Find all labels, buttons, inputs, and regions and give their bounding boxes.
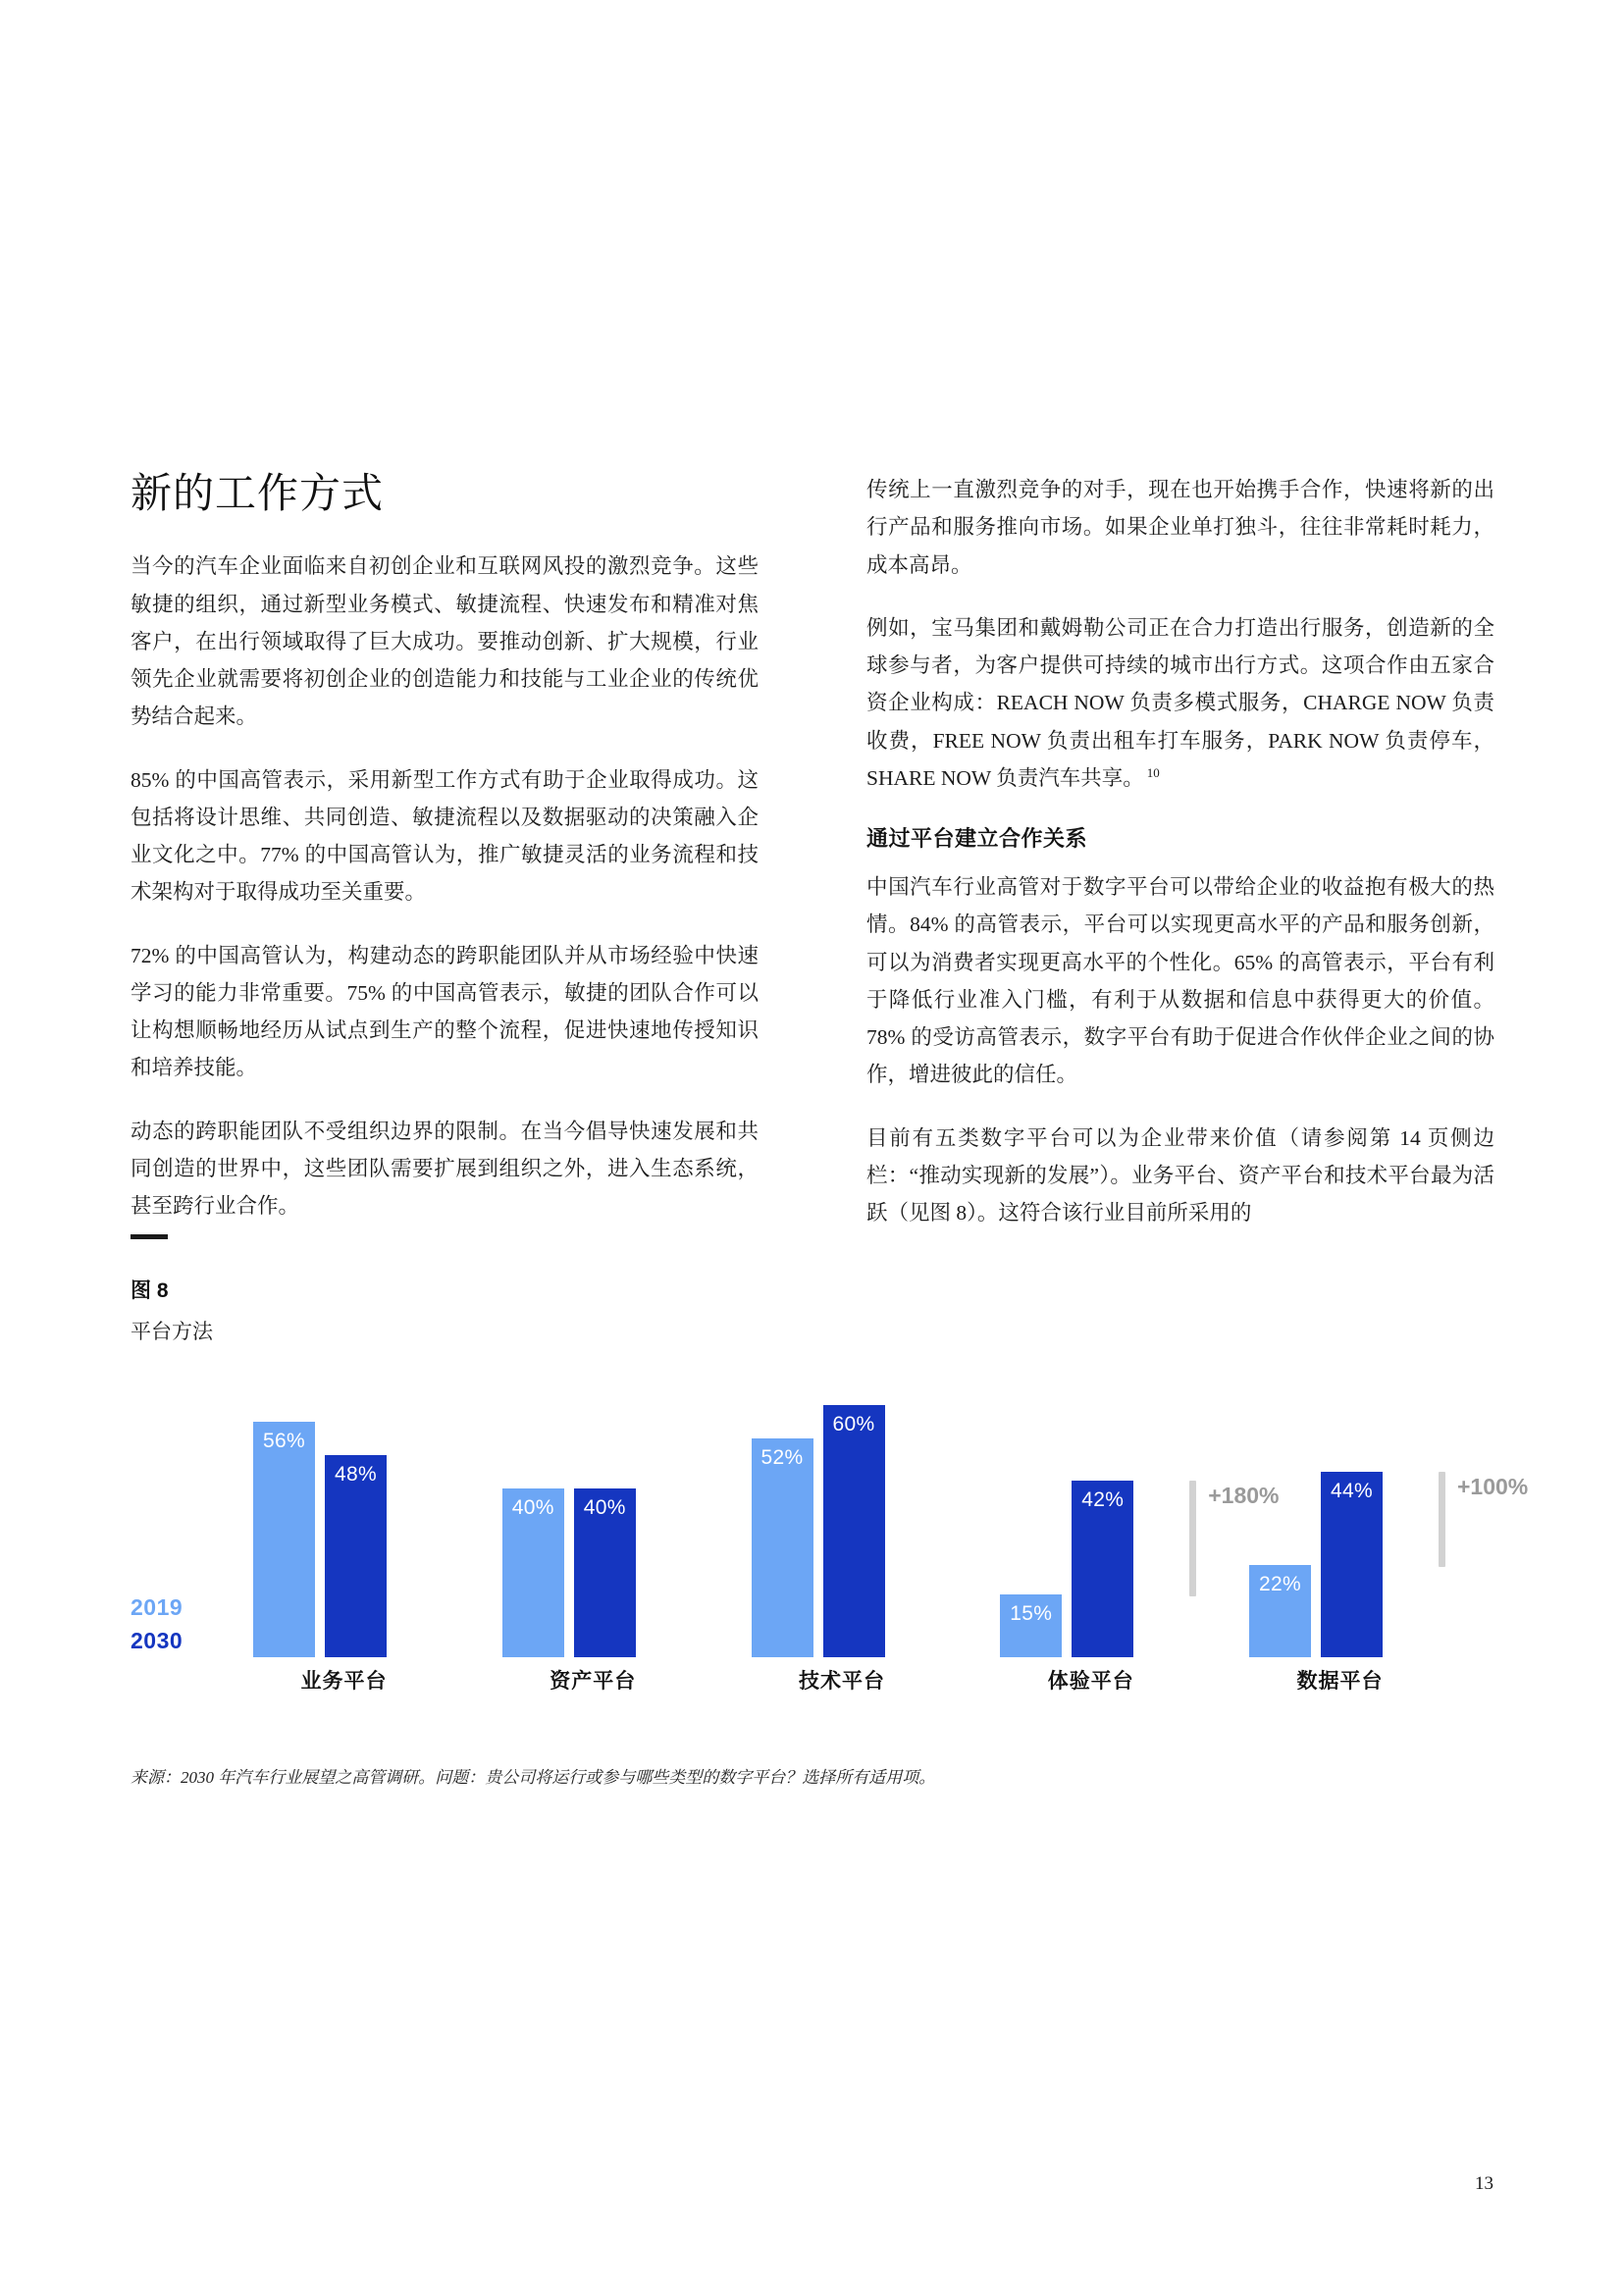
- figure-source-note: 来源：2030 年汽车行业展望之高管调研。问题：贵公司将运行或参与哪些类型的数字平台？选择所有适用项。: [131, 1768, 936, 1787]
- section-sub-heading: 通过平台建立合作关系: [866, 826, 1088, 852]
- paragraph-cross-functional: 72% 的中国高管认为，构建动态的跨职能团队并从市场经验中快速学习的能力非常重要。75% 的中国高管表示，敏捷的团队合作可以让构想顺畅地经历从试点到生产的整个流程，促进快速地传授知识和培养技能。: [131, 943, 759, 1080]
- chart-group-asset-platform: [502, 1363, 748, 1693]
- bar-value-label: 56%: [263, 1430, 305, 1452]
- two-column-body: [131, 471, 1494, 1232]
- chart-groups: [253, 1363, 1529, 1693]
- bar-2019: [1249, 1565, 1311, 1657]
- footnote-marker-10: 10: [1146, 764, 1160, 780]
- page-number: 13: [1475, 2173, 1493, 2194]
- bar-value-label: 52%: [760, 1446, 804, 1469]
- chart-group-data-platform: [1249, 1363, 1529, 1693]
- bar-value-label: 42%: [1081, 1488, 1125, 1511]
- growth-annotation-data: [1439, 1472, 1528, 1567]
- bar-2019: [253, 1422, 315, 1657]
- paragraph-intro: 当今的汽车企业面临来自初创企业和互联网风投的激烈竞争。这些敏捷的组织，通过新型业务模式、敏捷流程、快速发布和精准对焦客户，在出行领域取得了巨大成功。要推动创新、扩大规模，行业领先企业就需要将初创企业的创造能力和技能与工业企业的传统优势结合起来。: [131, 554, 759, 729]
- category-label: 资产平台: [550, 1670, 637, 1693]
- bar-value-label: 40%: [511, 1496, 554, 1519]
- paragraph-ecosystem: 动态的跨职能团队不受组织边界的限制。在当今倡导快速发展和共同创造的世界中，这些团队需要扩展到组织之外，进入生态系统，甚至跨行业合作。: [131, 1119, 759, 1219]
- figure-number: 图 8: [131, 1279, 169, 1302]
- bar-2019: [752, 1438, 813, 1657]
- bar-value-label: 48%: [335, 1463, 377, 1486]
- chart-group-technology-platform: [752, 1363, 997, 1693]
- bar-pair: [253, 1363, 435, 1657]
- category-label: 业务平台: [300, 1670, 388, 1693]
- bar-pair: [752, 1363, 933, 1657]
- right-column: [866, 471, 1494, 1232]
- growth-bracket: [1439, 1472, 1445, 1567]
- paragraph-new-ways: 85% 的中国高管表示，采用新型工作方式有助于企业取得成功。这包括将设计思维、共同创造、敏捷流程以及数据驱动的决策融入企业文化之中。77% 的中国高管认为，推广敏捷灵活的业务流程和技术架构对于取得成功至关重要。: [131, 767, 759, 905]
- category-label: 体验平台: [1047, 1670, 1134, 1693]
- growth-bracket: [1189, 1481, 1196, 1596]
- bar-pair: [1249, 1363, 1431, 1657]
- bar-chart: [131, 1363, 1529, 1693]
- bar-value-label: 44%: [1331, 1480, 1373, 1502]
- chart-legend: [131, 1591, 238, 1657]
- bar-2019: [502, 1488, 564, 1657]
- legend-item-2030: 2030: [131, 1627, 183, 1653]
- paragraph-five-platforms: 目前有五类数字平台可以为企业带来价值（请参阅第 14 页侧边栏：“推动实现新的发展”）。业务平台、资产平台和技术平台最为活跃（见图 8）。这符合该行业目前所采用的: [866, 1125, 1494, 1226]
- bar-value-label: 40%: [583, 1496, 626, 1519]
- bar-pair: [1000, 1363, 1181, 1657]
- paragraph-bmw-daimler: [866, 609, 1494, 797]
- bar-value-label: 60%: [832, 1413, 875, 1435]
- bar-2030: [574, 1488, 636, 1657]
- bar-value-label: 22%: [1259, 1573, 1301, 1595]
- legend-item-2019: 2019: [131, 1594, 183, 1621]
- figure-divider-rule: [131, 1234, 168, 1239]
- bar-2030: [325, 1455, 387, 1657]
- left-column: [131, 471, 759, 1232]
- bar-2030: [823, 1405, 885, 1657]
- bar-value-label: 15%: [1010, 1602, 1053, 1625]
- growth-label: +100%: [1457, 1474, 1529, 1499]
- paragraph-competitors: 传统上一直激烈竞争的对手，现在也开始携手合作，快速将新的出行产品和服务推向市场。如果企业单打独斗，往往非常耗时耗力，成本高昂。: [866, 478, 1494, 577]
- bar-2030: [1072, 1481, 1133, 1657]
- paragraph-platform-benefits: 中国汽车行业高管对于数字平台可以带给企业的收益抱有极大的热情。84% 的高管表示，平台可以实现更高水平的产品和服务创新，可以为消费者实现更高水平的个性化。65% 的高管表示，平台有利于降低行业准入门槛，有利于从数据和信息中获得更大的价值。78% 的受访高管表示，数字平台有助于促进合作伙伴企业之间的协作，增进彼此的信任。: [866, 875, 1494, 1087]
- figure-title: 平台方法: [131, 1320, 213, 1343]
- bar-2019: [1000, 1594, 1062, 1657]
- category-label: 数据平台: [1296, 1670, 1384, 1693]
- category-label: 技术平台: [799, 1670, 885, 1693]
- bar-pair: [502, 1363, 684, 1657]
- figure-8-block: [131, 1234, 1529, 1788]
- growth-label: +180%: [1208, 1483, 1280, 1508]
- chart-group-business-platform: [253, 1363, 498, 1693]
- bar-2030: [1321, 1472, 1383, 1657]
- chart-plot-area: [131, 1363, 1529, 1693]
- page-title: 新的工作方式: [131, 472, 385, 517]
- paragraph-bmw-daimler-text: 例如，宝马集团和戴姆勒公司正在合力打造出行服务，创造新的全球参与者，为客户提供可持续的城市出行方式。这项合作由五家合资企业构成：REACH NOW 负责多模式服务，CHARGE NOW 负责收费，FREE NOW 负责出租车打车服务，PARK NOW 负责停车，SHARE NOW 负责汽车共享。: [866, 615, 1494, 790]
